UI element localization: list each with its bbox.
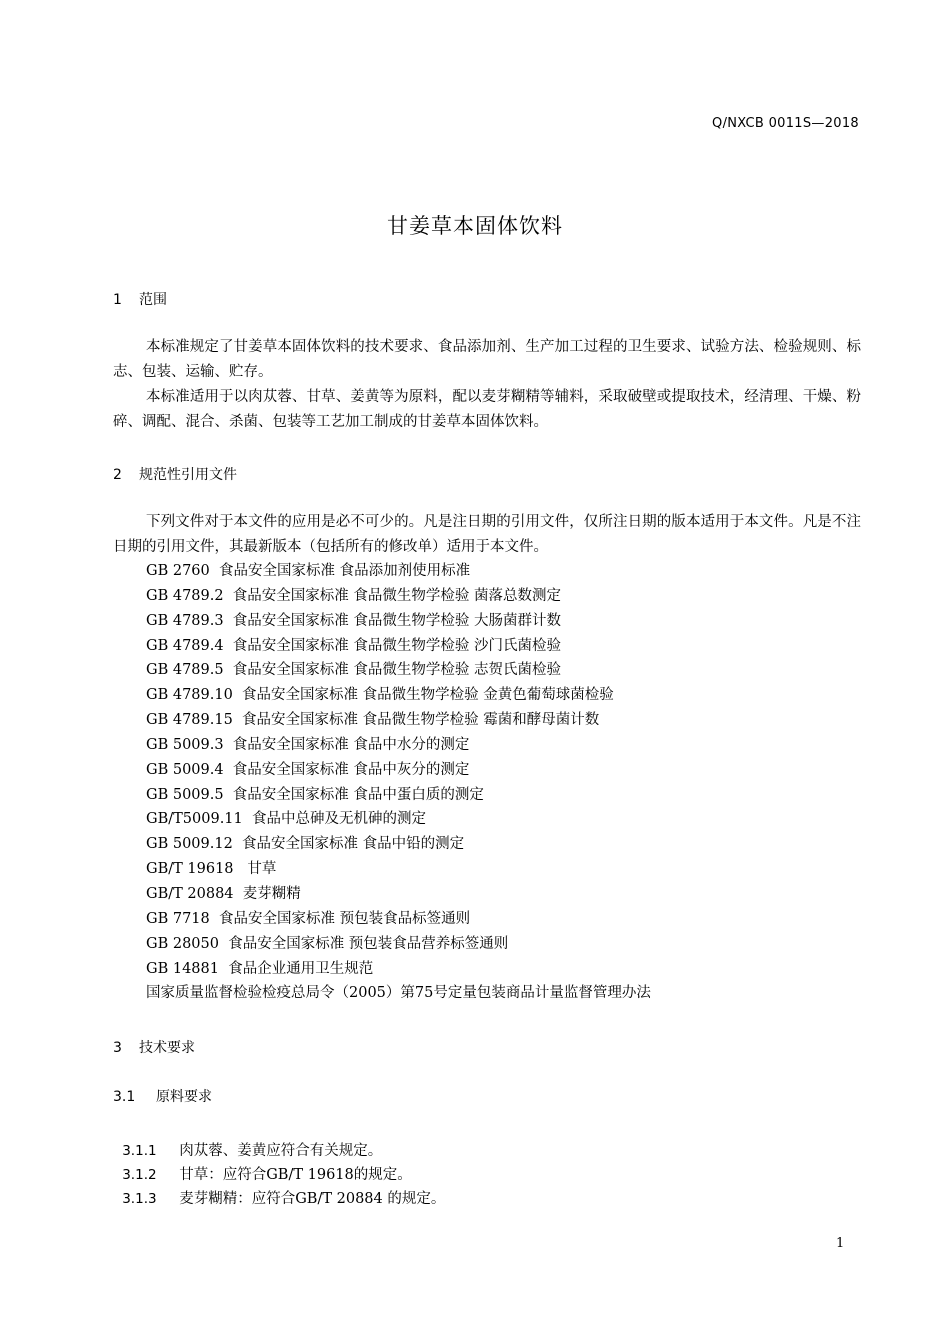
reference-item: GB 4789.15 食品安全国家标准 食品微生物学检验 霉菌和酵母菌计数: [146, 712, 600, 729]
section-title: 技术要求: [139, 1040, 195, 1056]
clause-number: 3.1.1: [122, 1143, 157, 1159]
reference-item: GB 4789.10 食品安全国家标准 食品微生物学检验 金黄色葡萄球菌检验: [146, 687, 614, 704]
subsection-number: 3.1: [113, 1089, 136, 1105]
standard-code: Q/NXCB 0011S—2018: [712, 116, 859, 131]
subsection-3-1-heading: [113, 1086, 212, 1106]
clause-text: 麦芽糊精：应符合GB/T 20884 的规定。: [179, 1191, 446, 1207]
reference-item: GB/T5009.11 食品中总砷及无机砷的测定: [146, 811, 426, 828]
reference-item: GB 4789.4 食品安全国家标准 食品微生物学检验 沙门氏菌检验: [146, 637, 562, 654]
references-intro: 下列文件对于本文件的应用是必不可少的。凡是注日期的引用文件，仅所注日期的版本适用于本文件。凡是不注日期的引用文件，其最新版本（包括所有的修改单）适用于本文件。: [113, 514, 861, 555]
reference-item: GB 2760 食品安全国家标准 食品添加剂使用标准: [146, 563, 471, 579]
reference-item: GB 14881 食品企业通用卫生规范: [146, 960, 374, 977]
clause-text: 肉苁蓉、姜黄应符合有关规定。: [179, 1143, 383, 1159]
reference-item: GB 5009.3 食品安全国家标准 食品中水分的测定: [146, 736, 470, 753]
reference-item: 国家质量监督检验检疫总局令（2005）第75号定量包装商品计量监督管理办法: [146, 985, 651, 1002]
section-title: 范围: [139, 292, 167, 308]
reference-item: GB 4789.3 食品安全国家标准 食品微生物学检验 大肠菌群计数: [146, 612, 562, 629]
reference-item: GB/T 19618 甘草: [146, 861, 277, 878]
reference-item: GB 28050 食品安全国家标准 预包装食品营养标签通则: [146, 935, 509, 952]
section-1-heading: [113, 289, 167, 309]
reference-item: GB 4789.5 食品安全国家标准 食品微生物学检验 志贺氏菌检验: [146, 662, 562, 679]
subsection-title: 原料要求: [156, 1089, 212, 1105]
section-3-heading: [113, 1037, 195, 1057]
reference-item: GB/T 20884 麦芽糊精: [146, 885, 301, 902]
scope-paragraph-2: 本标准适用于以肉苁蓉、甘草、姜黄等为原料，配以麦芽糊精等辅料，采取破壁或提取技术，经清理、干燥、粉碎、调配、混合、杀菌、包装等工艺加工制成的甘姜草本固体饮料。: [113, 389, 861, 430]
section-title: 规范性引用文件: [139, 467, 237, 483]
clause-number: 3.1.3: [122, 1191, 157, 1207]
clause-number: 3.1.2: [122, 1167, 157, 1183]
clause-text: 甘草：应符合GB/T 19618的规定。: [179, 1167, 412, 1183]
section-2-heading: [113, 464, 237, 484]
section-number: 3: [113, 1040, 122, 1056]
reference-item: GB 5009.4 食品安全国家标准 食品中灰分的测定: [146, 761, 470, 778]
normative-references-list: [146, 559, 651, 1006]
reference-item: GB 5009.5 食品安全国家标准 食品中蛋白质的测定: [146, 786, 484, 803]
reference-item: GB 5009.12 食品安全国家标准 食品中铅的测定: [146, 836, 465, 853]
reference-item: GB 4789.2 食品安全国家标准 食品微生物学检验 菌落总数测定: [146, 587, 562, 604]
requirement-item: [113, 1171, 445, 1208]
section-number: 1: [113, 292, 122, 308]
scope-paragraph-1: 本标准规定了甘姜草本固体饮料的技术要求、食品添加剂、生产加工过程的卫生要求、试验方法、检验规则、标志、包装、运输、贮存。: [113, 339, 861, 380]
document-title: 甘姜草本固体饮料: [387, 214, 563, 238]
page-number: 1: [836, 1236, 845, 1251]
section-number: 2: [113, 467, 122, 483]
reference-item: GB 7718 食品安全国家标准 预包装食品标签通则: [146, 910, 471, 927]
